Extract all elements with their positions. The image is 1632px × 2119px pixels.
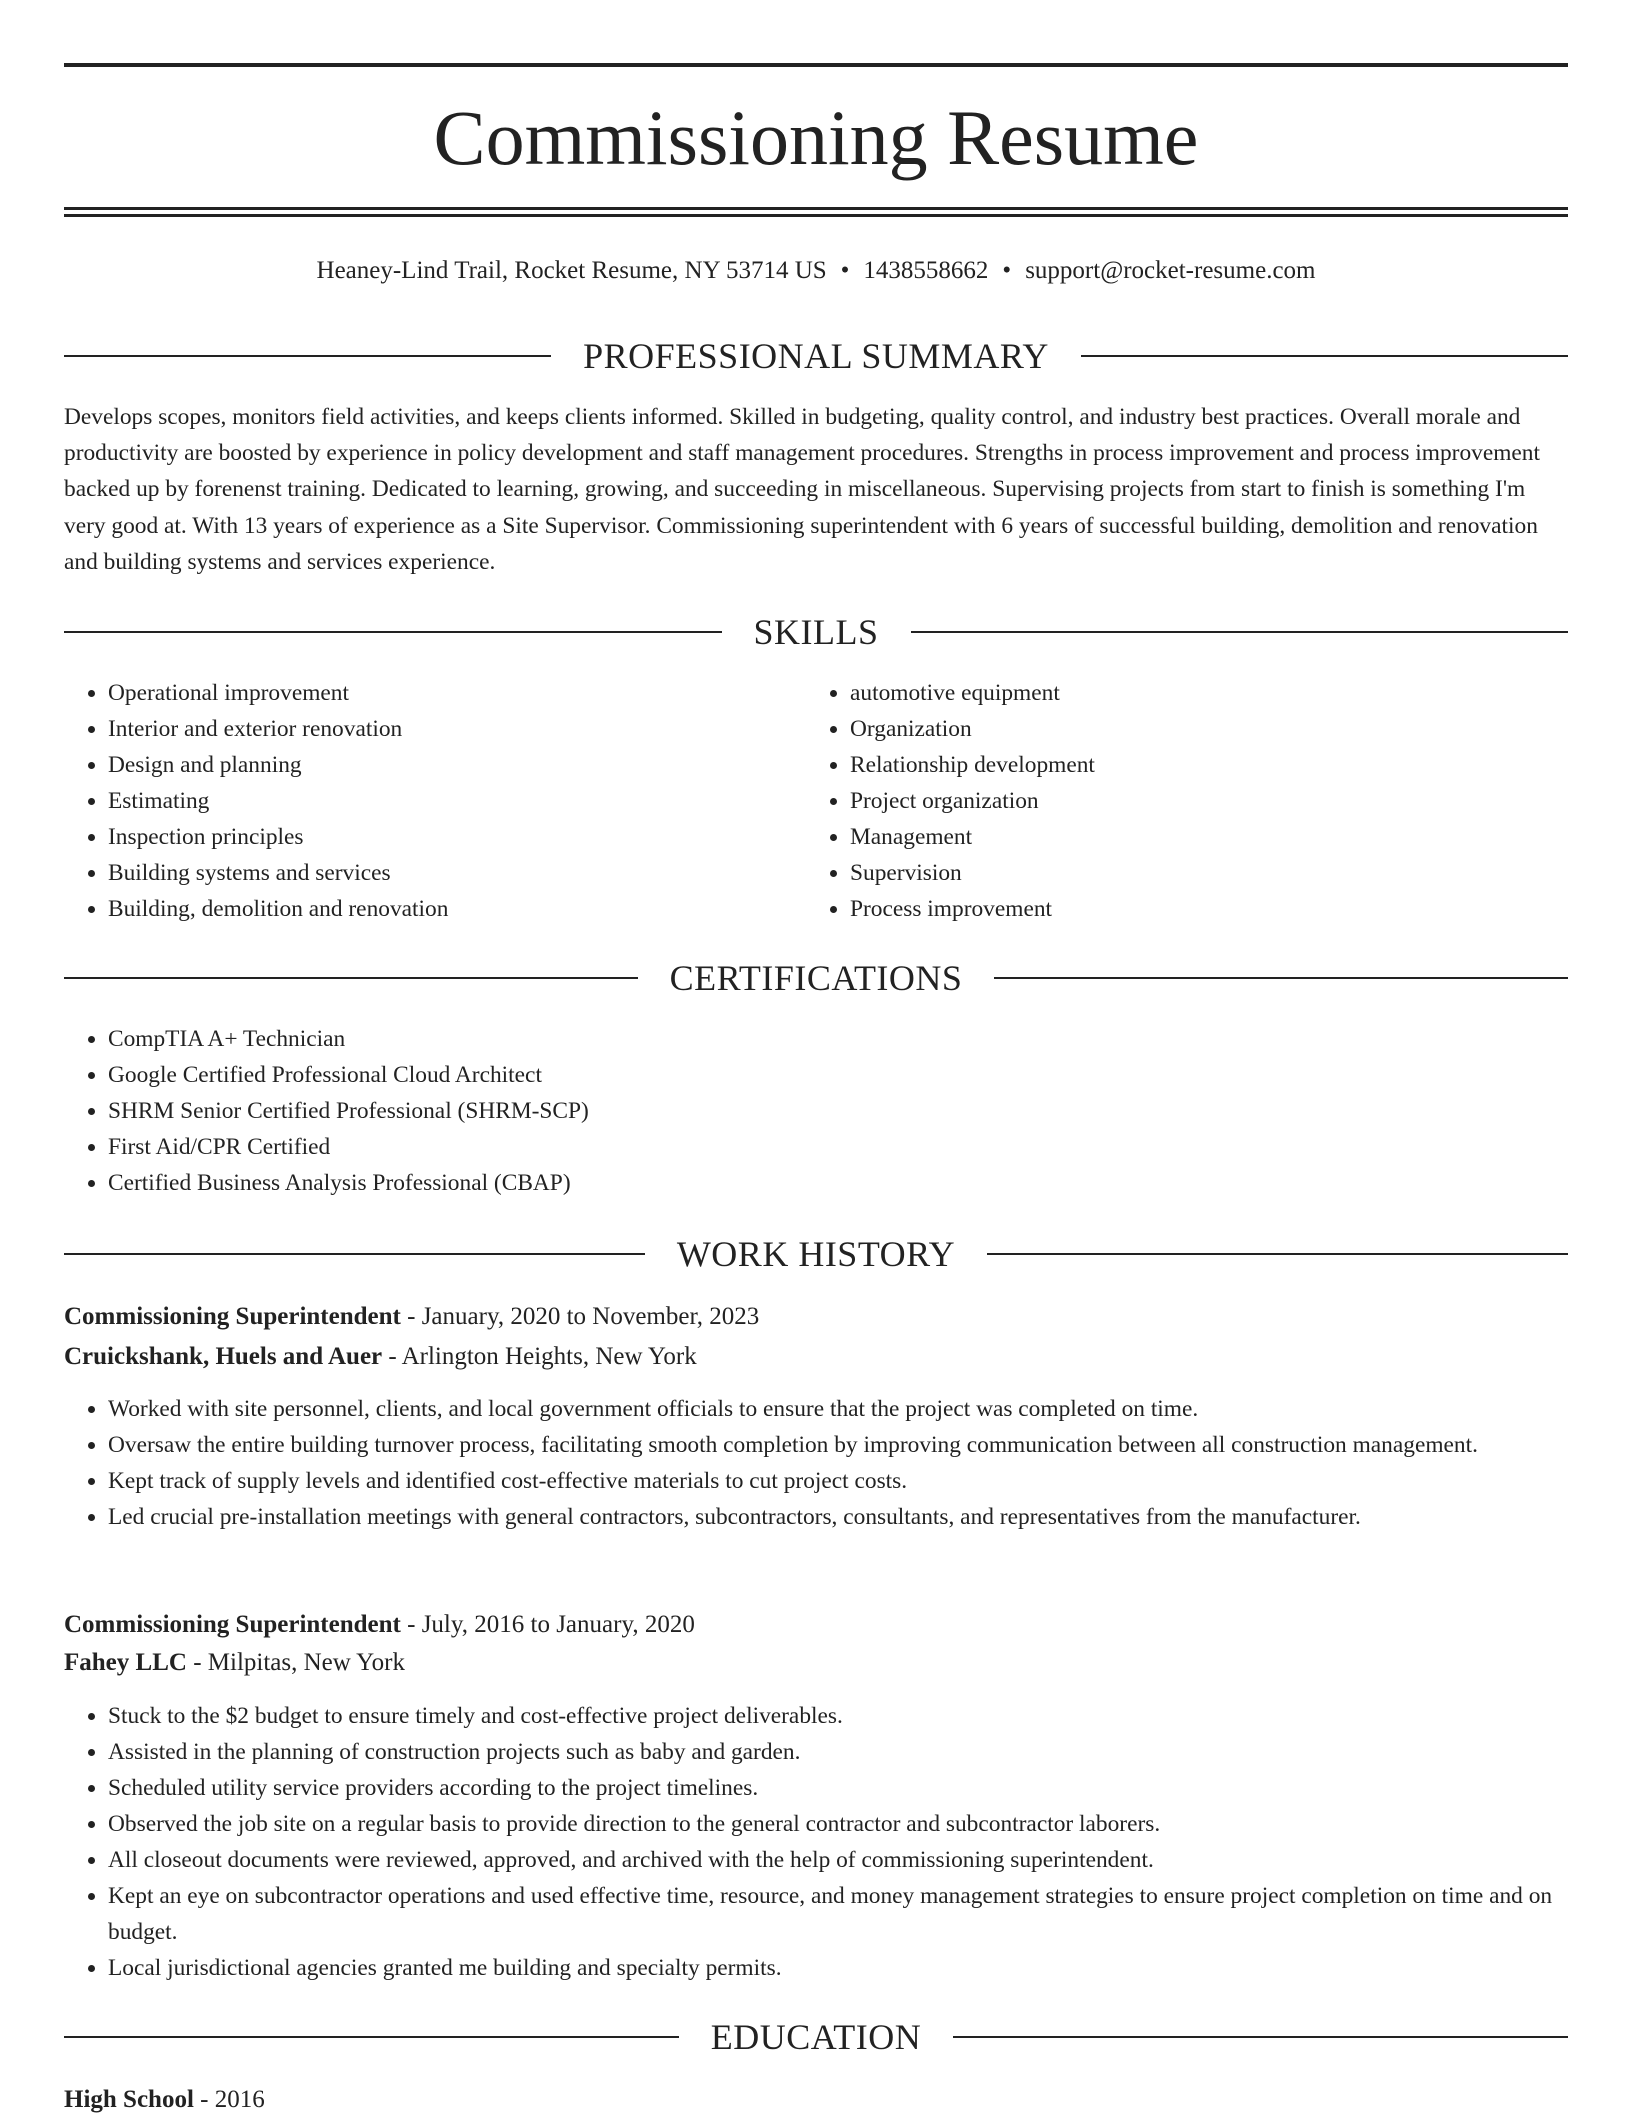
job-location: - Arlington Heights, New York xyxy=(382,1343,697,1370)
job-title: Commissioning Superintendent xyxy=(64,1303,401,1330)
skill-item: • Building, demolition and renovation xyxy=(108,891,808,927)
resume-title: Commissioning Resume xyxy=(433,94,1199,181)
education-line xyxy=(64,2081,1568,2119)
contact-line xyxy=(64,252,1568,290)
skill-item: • Design and planning xyxy=(108,747,808,783)
section-heading: EDUCATION xyxy=(710,2017,922,2057)
skill-item: • Relationship development xyxy=(850,747,1550,783)
section-rule xyxy=(64,355,551,357)
job-company: Cruickshank, Huels and Auer xyxy=(64,1343,383,1370)
job-company-line xyxy=(64,1644,1568,1682)
certification-item: • Certified Business Analysis Professional (CBAP) xyxy=(108,1165,1568,1201)
certifications-list xyxy=(64,1021,1568,1201)
job-bullet: • Assisted in the planning of construction projects such as baby and garden. xyxy=(108,1734,1568,1770)
skill-item: • Supervision xyxy=(850,855,1550,891)
contact-separator: • xyxy=(840,257,850,284)
contact-separator: • xyxy=(1002,257,1012,284)
contact-phone: 1438558662 xyxy=(863,257,989,284)
skills-list-right xyxy=(806,675,1550,927)
section-rule xyxy=(64,2036,679,2038)
job-dates: - January, 2020 to November, 2023 xyxy=(400,1303,760,1330)
job-dates: - July, 2016 to January, 2020 xyxy=(400,1611,695,1638)
job-bullet: • Oversaw the entire building turnover process, facilitating smooth completion by improving communication between all construction management. xyxy=(108,1427,1568,1463)
skill-item: • Inspection principles xyxy=(108,819,808,855)
job-title-line xyxy=(64,1298,1568,1336)
section-heading: SKILLS xyxy=(753,612,879,652)
job-title-line xyxy=(64,1606,1568,1644)
contact-address: Heaney-Lind Trail, Rocket Resume, NY 53714 US xyxy=(316,257,827,284)
section-heading: WORK HISTORY xyxy=(676,1234,956,1274)
skills-list-left xyxy=(64,675,808,927)
section-rule xyxy=(987,1253,1568,1255)
section-rule xyxy=(953,2036,1568,2038)
section-rule xyxy=(911,631,1569,633)
section-rule xyxy=(994,977,1568,979)
skill-item: • automotive equipment xyxy=(850,675,1550,711)
education-degree: High School xyxy=(64,2086,194,2113)
contact-email: support@rocket-resume.com xyxy=(1025,257,1316,284)
skill-item: • Interior and exterior renovation xyxy=(108,711,808,747)
job-bullet: • Stuck to the $2 budget to ensure timely and cost-effective project deliverables. xyxy=(108,1698,1568,1734)
job-bullet: • Kept track of supply levels and identified cost-effective materials to cut project costs. xyxy=(108,1463,1568,1499)
certification-item: • CompTIA A+ Technician xyxy=(108,1021,1568,1057)
section-certifications xyxy=(64,956,1568,1000)
section-work-history xyxy=(64,1232,1568,1276)
job-bullet: • Local jurisdictional agencies granted me building and specialty permits. xyxy=(108,1950,1568,1986)
job-company-line xyxy=(64,1338,1568,1376)
education-year: - 2016 xyxy=(193,2086,265,2113)
section-rule xyxy=(64,631,722,633)
header-top-rule xyxy=(64,63,1568,67)
job-bullet: • All closeout documents were reviewed, approved, and archived with the help of commissioning superintendent. xyxy=(108,1842,1568,1878)
section-skills xyxy=(64,610,1568,654)
skill-item: • Management xyxy=(850,819,1550,855)
section-rule xyxy=(1081,355,1568,357)
section-heading: PROFESSIONAL SUMMARY xyxy=(583,336,1049,376)
job-company: Fahey LLC xyxy=(64,1649,187,1676)
section-education xyxy=(64,2015,1568,2059)
job-bullet: • Led crucial pre-installation meetings with general contractors, subcontractors, consultants, and representatives from the manufacturer. xyxy=(108,1499,1568,1535)
job-bullet: • Observed the job site on a regular basis to provide direction to the general contractor and subcontractor laborers. xyxy=(108,1806,1568,1842)
certification-item: • First Aid/CPR Certified xyxy=(108,1129,1568,1165)
job-title: Commissioning Superintendent xyxy=(64,1611,401,1638)
skill-item: • Estimating xyxy=(108,783,808,819)
job-location: - Milpitas, New York xyxy=(186,1649,406,1676)
section-heading: CERTIFICATIONS xyxy=(669,958,963,998)
section-rule xyxy=(64,1253,645,1255)
section-professional-summary xyxy=(64,334,1568,378)
skill-item: • Process improvement xyxy=(850,891,1550,927)
job-bullets xyxy=(64,1698,1568,1986)
certification-item: • Google Certified Professional Cloud Architect xyxy=(108,1057,1568,1093)
job-bullets xyxy=(64,1391,1568,1535)
header-double-rule xyxy=(64,207,1568,217)
certification-item: • SHRM Senior Certified Professional (SHRM-SCP) xyxy=(108,1093,1568,1129)
skill-item: • Building systems and services xyxy=(108,855,808,891)
skill-item: • Operational improvement xyxy=(108,675,808,711)
skill-item: • Organization xyxy=(850,711,1550,747)
job-bullet: • Kept an eye on subcontractor operations and used effective time, resource, and money management strategies to ensure project completion on time and on budget. xyxy=(108,1878,1568,1950)
section-rule xyxy=(64,977,638,979)
job-bullet: • Scheduled utility service providers according to the project timelines. xyxy=(108,1770,1568,1806)
job-bullet: • Worked with site personnel, clients, and local government officials to ensure that the project was completed on time. xyxy=(108,1391,1568,1427)
skill-item: • Project organization xyxy=(850,783,1550,819)
summary-text: Develops scopes, monitors field activities, and keeps clients informed. Skilled in budgeting, quality control, and industry best practices. Overall morale and productivity are boosted by experience in policy development and staff management procedures. Strengths in process improvement and process improvement backed up by forenenst training. Dedicated to learning, growing, and succeeding in miscellaneous. Supervising projects from start to finish is something I'm very good at. With 13 years of experience as a Site Supervisor. Commissioning superintendent with 6 years of successful building, demolition and renovation and building systems and services experience. xyxy=(64,404,1540,575)
